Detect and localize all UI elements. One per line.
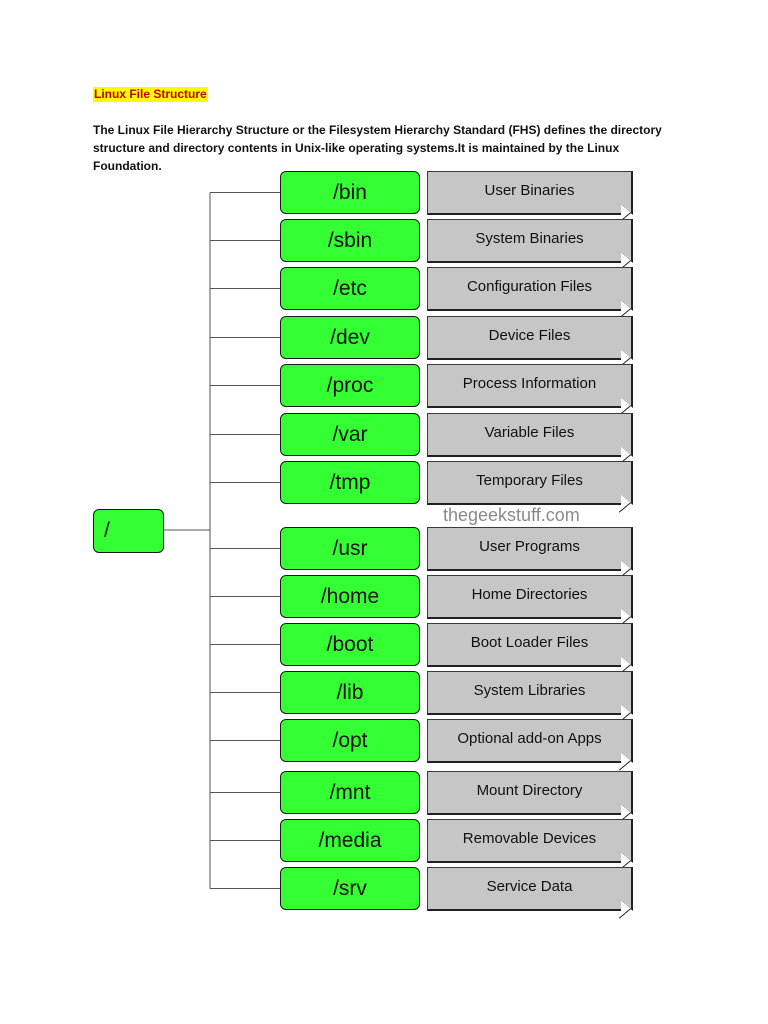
directory-description — [427, 219, 633, 263]
directory-node: /mnt — [280, 771, 420, 814]
directory-description-label: Optional add-on Apps — [457, 730, 602, 747]
directory-description — [427, 364, 633, 408]
directory-description — [427, 671, 633, 715]
directory-node: /sbin — [280, 219, 420, 262]
directory-description-label: Process Information — [462, 375, 597, 392]
directory-node: /var — [280, 413, 420, 456]
doc-heading: Linux File Structure — [94, 87, 207, 101]
root-node: / — [93, 509, 164, 553]
directory-description-label: User Programs — [479, 538, 580, 555]
directory-description — [427, 867, 633, 911]
directory-description — [427, 623, 633, 667]
directory-node: /bin — [280, 171, 420, 214]
directory-node: /etc — [280, 267, 420, 310]
directory-description-label: Variable Files — [484, 424, 575, 441]
directory-description — [427, 267, 633, 311]
directory-description-label: Home Directories — [471, 586, 588, 603]
directory-node: /dev — [280, 316, 420, 359]
directory-node: /media — [280, 819, 420, 862]
directory-node: /srv — [280, 867, 420, 910]
directory-description-label: System Libraries — [473, 682, 586, 699]
directory-node: /proc — [280, 364, 420, 407]
directory-description-label: Configuration Files — [466, 278, 593, 295]
directory-description-label: Service Data — [486, 878, 573, 895]
directory-description — [427, 527, 633, 571]
directory-description-label: System Binaries — [475, 230, 584, 247]
directory-description-label: Mount Directory — [476, 782, 583, 799]
directory-description-label: User Binaries — [484, 182, 575, 199]
watermark: thegeekstuff.com — [443, 505, 580, 525]
directory-description-label: Temporary Files — [476, 472, 583, 489]
directory-description-label: Boot Loader Files — [470, 634, 589, 651]
directory-description — [427, 171, 633, 215]
directory-description — [427, 461, 633, 505]
directory-node: /home — [280, 575, 420, 618]
directory-description — [427, 413, 633, 457]
directory-description — [427, 316, 633, 360]
directory-node: /boot — [280, 623, 420, 666]
directory-node: /tmp — [280, 461, 420, 504]
directory-description-label: Removable Devices — [462, 830, 597, 847]
directory-node: /opt — [280, 719, 420, 762]
directory-description-label: Device Files — [488, 327, 571, 344]
directory-description — [427, 575, 633, 619]
directory-node: /lib — [280, 671, 420, 714]
directory-description — [427, 771, 633, 815]
directory-node: /usr — [280, 527, 420, 570]
doc-intro: The Linux File Hierarchy Structure or the Filesystem Hierarchy Standard (FHS) defines the directory structure and directory contents in Unix-like operating systems.It is maintained by the Linux Foundation. — [93, 123, 662, 173]
directory-description — [427, 819, 633, 863]
directory-description — [427, 719, 633, 763]
